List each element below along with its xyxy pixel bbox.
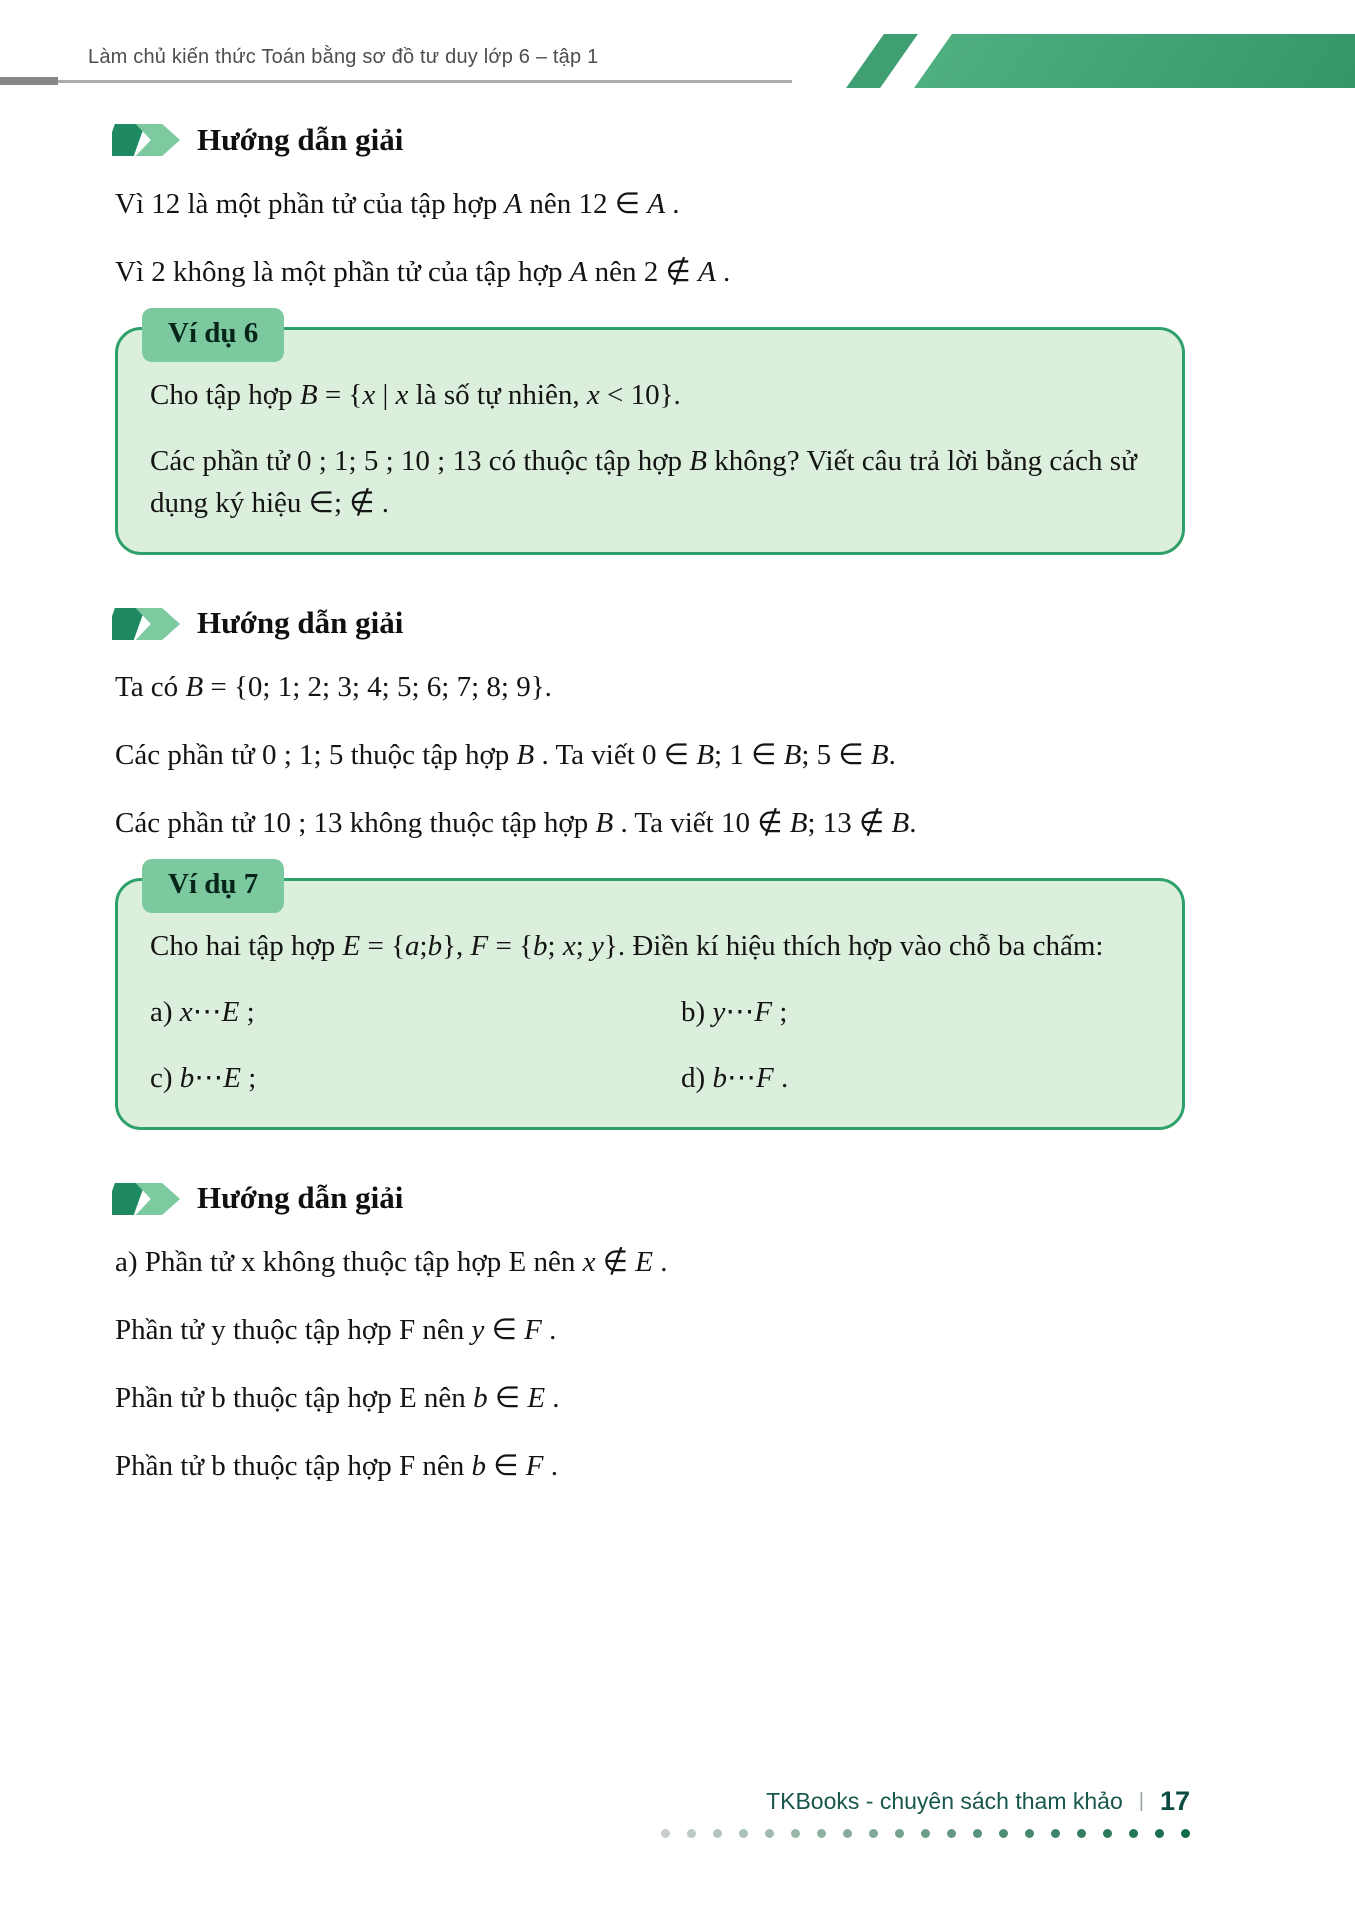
solution-7-answer-a xyxy=(115,1241,1185,1283)
footer-dot xyxy=(1181,1829,1190,1838)
solution-heading-label: Hướng dẫn giải xyxy=(197,122,404,157)
text-run: ; xyxy=(239,996,255,1029)
text-run: . xyxy=(888,739,896,772)
diagonal-stripe-large xyxy=(914,34,1355,88)
footer-dot xyxy=(1155,1829,1164,1838)
text-run: . xyxy=(652,1246,668,1279)
math-variable: B xyxy=(516,739,535,772)
math-variable: x xyxy=(586,379,600,412)
math-variable: B xyxy=(891,807,910,840)
math-variable: b xyxy=(533,930,548,963)
solution-heading-3 xyxy=(112,1176,1185,1221)
text-run: ∈ xyxy=(487,1382,528,1415)
math-variable: b xyxy=(473,1382,488,1415)
page-footer xyxy=(661,1786,1190,1838)
text-run: nên 12 ∈ xyxy=(522,187,648,220)
page-content xyxy=(115,118,1185,1514)
text-run: ⋯ xyxy=(192,996,222,1029)
math-variable: B xyxy=(185,671,204,704)
math-variable: x xyxy=(179,996,193,1029)
solution-heading-label: Hướng dẫn giải xyxy=(197,1180,404,1216)
footer-dot xyxy=(921,1829,930,1838)
text-run: là số tự nhiên, xyxy=(408,379,587,412)
footer-dot xyxy=(895,1829,904,1838)
math-variable: x xyxy=(362,379,376,412)
text-run: ∉ xyxy=(595,1246,636,1279)
math-variable: B xyxy=(870,739,889,772)
text-run: . Ta viết 0 ∈ xyxy=(534,739,697,772)
text-run: Cho tập hợp xyxy=(150,379,300,412)
text-run: Ta có xyxy=(115,671,186,704)
text-run: ⋯ xyxy=(194,1062,224,1095)
math-variable: F xyxy=(524,1314,542,1347)
example-7-item-a xyxy=(150,991,681,1033)
text-run: ; 13 ∉ xyxy=(807,807,892,840)
footer-dot xyxy=(869,1829,878,1838)
math-variable: E xyxy=(342,930,361,963)
publisher-imprint: TKBooks - chuyên sách tham khảo xyxy=(766,1788,1123,1814)
text-run: . xyxy=(543,1450,558,1483)
text-run: Phần tử b thuộc tập hợp F nên xyxy=(115,1450,472,1483)
math-variable: B xyxy=(789,807,808,840)
text-run: ; xyxy=(419,930,428,963)
footer-dot xyxy=(999,1829,1008,1838)
math-variable: y xyxy=(471,1314,485,1347)
text-run: Phần tử y thuộc tập hợp F nên xyxy=(115,1314,472,1347)
math-variable: A xyxy=(647,187,666,220)
math-variable: F xyxy=(755,1062,774,1095)
text-run: Các phần tử 10 ; 13 không thuộc tập hợp xyxy=(115,807,596,840)
solution-7-answer-d xyxy=(115,1445,1185,1487)
example-6-statement xyxy=(150,374,1152,416)
solution-6-set-listing xyxy=(115,666,1185,708)
text-run: ∈ xyxy=(484,1314,525,1347)
math-variable: E xyxy=(223,1062,241,1095)
text-run: a) Phần tử x không thuộc tập hợp E nên xyxy=(115,1246,583,1279)
text-run: ; 5 ∈ xyxy=(801,739,871,772)
diagonal-stripe-small xyxy=(846,34,918,88)
text-run: a) xyxy=(150,996,180,1029)
arrow-banner-icon xyxy=(112,1182,182,1216)
math-variable: E xyxy=(221,996,240,1029)
paragraph-12-in-A xyxy=(115,183,1185,225)
footer-dot xyxy=(1025,1829,1034,1838)
math-variable: A xyxy=(569,255,588,288)
math-variable: B xyxy=(595,807,614,840)
text-run: . xyxy=(665,187,680,220)
math-variable: B xyxy=(299,379,318,412)
math-variable: y xyxy=(712,996,726,1029)
example-7-label: Ví dụ 7 xyxy=(142,859,284,913)
math-variable: F xyxy=(525,1450,544,1483)
text-run: Vì 2 không là một phần tử của tập hợp xyxy=(115,255,570,288)
example-7-item-d xyxy=(681,1057,1152,1099)
text-run: d) xyxy=(681,1062,713,1095)
text-run: | xyxy=(375,379,396,412)
solution-heading-2 xyxy=(112,601,1185,646)
math-variable: B xyxy=(696,739,715,772)
math-variable: b xyxy=(427,930,443,963)
example-6-label: Ví dụ 6 xyxy=(142,308,284,362)
arrow-banner-icon xyxy=(112,607,182,641)
solution-6-members xyxy=(115,734,1185,776)
example-6-box xyxy=(115,317,1185,555)
footer-dot xyxy=(843,1829,852,1838)
footer-dot xyxy=(661,1829,670,1838)
text-run: Phần tử b thuộc tập hợp E nên xyxy=(115,1382,474,1415)
example-7-items xyxy=(150,991,1152,1099)
math-variable: E xyxy=(527,1382,546,1415)
solution-7-answer-b xyxy=(115,1309,1185,1351)
header-decoration xyxy=(735,34,1355,88)
text-run: . xyxy=(715,255,731,288)
solution-heading-1 xyxy=(112,118,1185,163)
page-number: 17 xyxy=(1159,1786,1190,1816)
footer-dot xyxy=(1103,1829,1112,1838)
math-variable: x xyxy=(582,1246,596,1279)
text-run: c) xyxy=(150,1062,180,1095)
math-variable: b xyxy=(471,1450,486,1483)
example-7-statement xyxy=(150,925,1152,967)
math-variable: A xyxy=(504,187,523,220)
footer-line xyxy=(661,1786,1190,1817)
text-run: . xyxy=(773,1062,789,1095)
footer-dots xyxy=(661,1829,1190,1838)
math-variable: A xyxy=(698,255,716,288)
text-run: = {0; 1; 2; 3; 4; 5; 6; 7; 8; 9}. xyxy=(203,671,552,704)
footer-dot xyxy=(687,1829,696,1838)
text-run: . xyxy=(909,807,917,840)
solution-7-answer-c xyxy=(115,1377,1185,1419)
book-title: Làm chủ kiến thức Toán bằng sơ đồ tư duy lớp 6 – tập 1 xyxy=(88,46,599,68)
solution-6-non-members xyxy=(115,802,1185,844)
math-variable: F xyxy=(470,930,489,963)
solution-heading-label: Hướng dẫn giải xyxy=(197,605,404,641)
text-run: = { xyxy=(488,930,534,963)
text-run: ⋯ xyxy=(725,996,755,1029)
example-7-item-c xyxy=(150,1057,681,1099)
footer-dot xyxy=(1129,1829,1138,1838)
footer-dot xyxy=(817,1829,826,1838)
text-run: }, xyxy=(442,930,471,963)
text-run: . Ta viết 10 ∉ xyxy=(613,807,790,840)
text-run: . xyxy=(545,1382,560,1415)
example-7-item-b xyxy=(681,991,1152,1033)
text-run: = { xyxy=(317,379,363,412)
footer-dot xyxy=(765,1829,774,1838)
example-6-question xyxy=(150,440,1152,524)
paragraph-2-notin-A xyxy=(115,251,1185,293)
footer-dot xyxy=(1077,1829,1086,1838)
text-run: ⋯ xyxy=(726,1062,756,1095)
footer-dot xyxy=(713,1829,722,1838)
text-run: Vì 12 là một phần tử của tập hợp xyxy=(115,187,505,220)
text-run: . xyxy=(541,1314,557,1347)
text-run: b) xyxy=(681,996,713,1029)
footer-dot xyxy=(973,1829,982,1838)
footer-separator: | xyxy=(1138,1790,1144,1812)
text-run: ; xyxy=(241,1062,257,1095)
math-variable: a xyxy=(405,930,420,963)
footer-dot xyxy=(1051,1829,1060,1838)
text-run: = { xyxy=(360,930,406,963)
math-variable: y xyxy=(591,930,604,963)
header-rule xyxy=(0,80,792,83)
text-run: không? Viết câu trả lời bằng cách sử dụng ký hiệu ∈; ∉ . xyxy=(150,445,1137,520)
text-run: }. Điền kí hiệu thích hợp vào chỗ ba chấm: xyxy=(603,930,1104,963)
text-run: Các phần tử 0 ; 1; 5 ; 10 ; 13 có thuộc tập hợp xyxy=(150,445,690,478)
example-7-box xyxy=(115,868,1185,1130)
text-run: Cho hai tập hợp xyxy=(150,930,343,963)
text-run: ; xyxy=(547,930,563,963)
footer-dot xyxy=(947,1829,956,1838)
math-variable: E xyxy=(635,1246,653,1279)
math-variable: b xyxy=(179,1062,195,1095)
footer-dot xyxy=(739,1829,748,1838)
math-variable: x xyxy=(562,930,576,963)
text-run: Các phần tử 0 ; 1; 5 thuộc tập hợp xyxy=(115,739,517,772)
arrow-banner-icon xyxy=(112,123,182,157)
footer-dot xyxy=(791,1829,800,1838)
text-run: ; 1 ∈ xyxy=(714,739,784,772)
text-run: ∈ xyxy=(485,1450,526,1483)
math-variable: B xyxy=(783,739,802,772)
math-variable: B xyxy=(689,445,707,478)
text-run: ; xyxy=(772,996,788,1029)
text-run: < 10}. xyxy=(599,379,681,412)
math-variable: F xyxy=(754,996,773,1029)
text-run: nên 2 ∉ xyxy=(587,255,699,288)
math-variable: b xyxy=(712,1062,727,1095)
text-run: ; xyxy=(575,930,592,963)
math-variable: x xyxy=(395,379,409,412)
